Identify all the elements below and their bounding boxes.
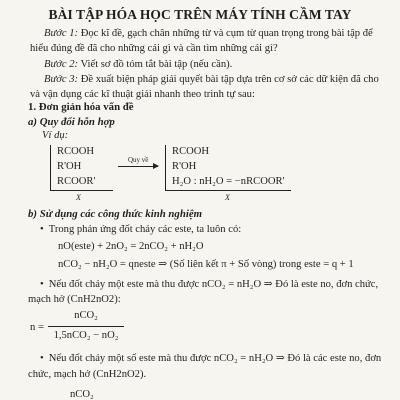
step-2-text: Viết sơ đồ tóm tắt bài tập (nếu cần).: [78, 59, 233, 70]
fraction-bar: [48, 326, 124, 327]
example-label: Ví dụ:: [42, 130, 69, 141]
step-1-label: Bước 1:: [44, 28, 79, 39]
bottom-partial-fraction: nCO₂: [70, 389, 94, 400]
page-title: BÀI TẬP HÓA HỌC TRÊN MÁY TÍNH CẦM TAY: [48, 7, 352, 22]
step-1-text: Đọc kĩ đề, gạch chân những từ và cụm từ quan trọng trong bài tập để hiểu đúng đề đã cho những cái gì và cần tìm những cái gì?: [30, 28, 373, 54]
left-box-row-3: RCOOR': [57, 176, 96, 187]
bullet-2-line-1: • Nếu đốt cháy một este mà thu được nCO₂ = nH₂O ⇒ Đó là este no, đơn chức,: [40, 278, 378, 290]
subsection-a-heading: a) Quy đổi hỗn hợp: [28, 116, 115, 128]
right-box-row-3: H₂O : nH₂O = −nRCOOR': [172, 176, 285, 187]
right-box-row-1: RCOOH: [172, 146, 210, 157]
step-3-text: Đề xuất biện pháp giải quyết bài tập dựa trên cơ sở các dữ kiện đã cho và vận dụng các kĩ thuật giải nhanh theo trình tự sau:: [30, 74, 379, 100]
left-box-row-2: R'OH: [57, 161, 82, 172]
bullet-3-line-1: • Nếu đốt cháy một số este mà thu được nCO₂ = nH₂O ⇒ Đó là các este no, đơn: [40, 352, 381, 364]
step-1-paragraph: [30, 26, 382, 56]
mixture-box-left: [50, 145, 113, 191]
equation-1: nO(este) + 2nO₂ = 2nCO₂ + nH₂O: [58, 241, 204, 252]
mixture-box-right: [165, 145, 291, 191]
subsection-b-heading: b) Sử dụng các công thức kinh nghiệm: [28, 208, 203, 220]
convert-arrow-icon: [118, 166, 158, 167]
bullet-3-line-2: chức, mạch hở (CnH2nO2).: [28, 369, 147, 380]
fraction-lhs: n =: [30, 322, 44, 333]
bullet-1: • Trong phản ứng đốt cháy các este, ta luôn có:: [40, 224, 241, 235]
step-2-label: Bước 2:: [44, 59, 79, 70]
fraction-denominator: 1,5nCO₂ − nO₂: [53, 330, 119, 341]
step-3-paragraph: [30, 72, 382, 102]
right-box-x-label: X: [225, 193, 230, 202]
left-box-row-1: RCOOH: [57, 146, 95, 157]
left-box-x-label: X: [76, 193, 81, 202]
right-box-row-2: R'OH: [172, 161, 197, 172]
bullet-2-line-2: mạch hở (CnH2nO2):: [28, 294, 121, 305]
fraction-numerator: nCO₂: [74, 310, 98, 321]
step-3-label: Bước 3:: [44, 74, 79, 85]
equation-2: nCO₂ − nH₂O = qneste ⇒ (Số liên kết π + Số vòng) trong este = q + 1: [58, 259, 354, 270]
step-2-paragraph: [30, 57, 382, 72]
section-heading: 1. Đơn giản hóa vấn đề: [28, 101, 134, 113]
convert-arrow-label: Quy về: [128, 156, 149, 164]
